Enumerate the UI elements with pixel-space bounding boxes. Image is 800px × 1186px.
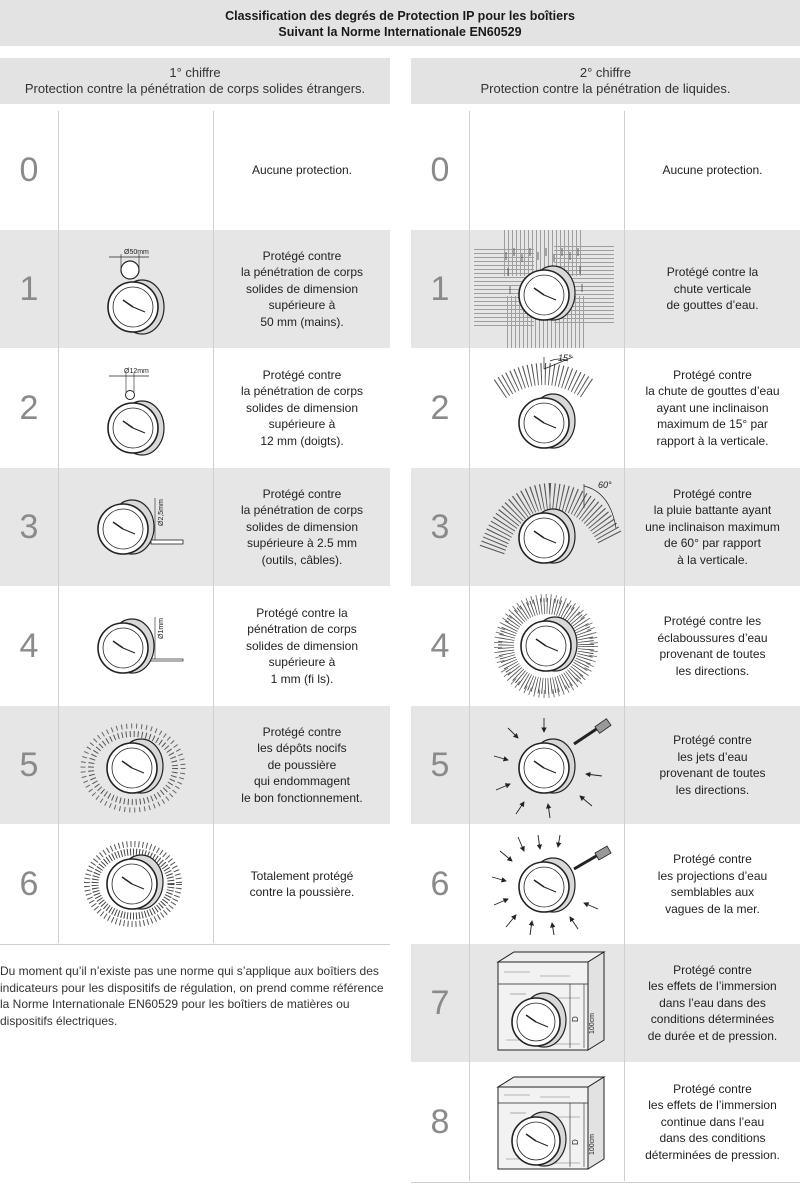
- angle-label: 60°: [598, 480, 612, 490]
- row-description: Protégé contre la pénétration de corps solides de dimension supérieure à 50 mm (mains).: [240, 248, 364, 329]
- vertical-drops-icon: [470, 230, 624, 348]
- dimension-label: Ø12mm: [124, 368, 149, 375]
- hand-sphere-gauge-icon: [59, 230, 213, 348]
- finger-probe-icon: [59, 349, 213, 467]
- empty-illustration: [470, 111, 624, 229]
- row-description: Protégé contre les jets d’eau provenant de toutes les directions.: [659, 733, 766, 797]
- row-description: Protégé contre la pénétration de corps solides de dimension supérieure à 1 mm (fi ls).: [245, 605, 359, 686]
- row-number: 6: [430, 864, 450, 903]
- depth-label: D: [571, 1016, 580, 1022]
- wire-probe-icon: [59, 587, 213, 705]
- right-header-line-2: Protection contre la pénétration de liquides.: [480, 81, 731, 96]
- left-header-line-1: 1° chiffre: [169, 65, 221, 80]
- row-number: 6: [19, 864, 39, 903]
- row-description: Protégé contre les éclaboussures d’eau provenant de toutes les directions.: [657, 614, 768, 678]
- row-description: Protégé contre la chute de gouttes d’eau ayant une inclinaison maximum de 15° par rapport à la verticale.: [645, 367, 780, 448]
- row-description: Totalement protégé contre la poussière.: [249, 868, 355, 899]
- left-divider-1: [58, 111, 59, 943]
- right-bottom-rule: [411, 1182, 800, 1183]
- splash-all-directions-icon: [470, 587, 624, 705]
- footnote: Du moment qu’il n’existe pas une norme qui s’applique aux boîtiers des indicateurs pour les dispositifs de régulation, on prend comme référence la Norme Internationale EN60529 pour les boîtiers de matières ou dispositifs électriques.: [0, 964, 384, 1028]
- powerful-jets-icon: [470, 825, 624, 943]
- title-line-1: Classification des degrés de Protection IP pour les boîtiers: [225, 9, 575, 23]
- row-number: 3: [430, 507, 450, 546]
- dimension-label: 100cm: [589, 1133, 596, 1155]
- left-bottom-rule: [0, 944, 390, 945]
- row-number: 2: [430, 388, 450, 427]
- row-description: Protégé contre la pénétration de corps solides de dimension supérieure à 12 mm (doigts).: [240, 367, 364, 448]
- right-column-header: [411, 58, 800, 104]
- empty-illustration: [59, 111, 213, 229]
- row-number: 0: [430, 150, 450, 189]
- row-description: Protégé contre les effets de l’immersion dans l’eau dans des conditions déterminées de durée et de pression.: [647, 962, 778, 1043]
- dimension-label: Ø2,5mm: [158, 499, 165, 526]
- page-title: [0, 0, 800, 46]
- row-number: 3: [19, 507, 39, 546]
- row-number: 8: [430, 1102, 450, 1141]
- row-number: 4: [430, 626, 450, 665]
- right-header-line-1: 2° chiffre: [579, 65, 632, 80]
- right-divider-2: [624, 111, 625, 1181]
- row-number: 2: [19, 388, 39, 427]
- row-description: Protégé contre la pluie battante ayant une inclinaison maximum de 60° par rapport à la verticale.: [645, 486, 780, 567]
- row-description: Protégé contre les projections d’eau semblables aux vagues de la mer.: [657, 852, 768, 916]
- water-jets-icon: [470, 706, 624, 824]
- temporary-immersion-icon: [470, 944, 624, 1062]
- left-header-line-2: Protection contre la pénétration de corps solides étrangers.: [24, 81, 366, 96]
- row-description: Protégé contre la pénétration de corps solides de dimension supérieure à 2.5 mm (outils, câbles).: [240, 486, 364, 567]
- dimension-label: Ø1mm: [158, 618, 165, 639]
- dimension-label: Ø50mm: [124, 249, 149, 256]
- left-column-header: [0, 58, 390, 104]
- row-number: 5: [430, 745, 450, 784]
- continuous-immersion-icon: [470, 1063, 624, 1181]
- row-number: 4: [19, 626, 39, 665]
- row-number: 1: [430, 269, 450, 308]
- row-number: 7: [430, 983, 450, 1022]
- right-divider-1: [469, 111, 470, 1181]
- tool-wire-probe-icon: [59, 468, 213, 586]
- row-description: Protégé contre les effets de l’immersion continue dans l’eau dans des conditions déterminées de pression.: [645, 1081, 780, 1162]
- row-description: Aucune protection.: [662, 162, 763, 177]
- row-number: 5: [19, 745, 39, 784]
- angle-label: 15°: [558, 353, 572, 363]
- dense-dust-icon: [59, 825, 213, 943]
- dust-cloud-icon: [59, 706, 213, 824]
- angled-drops-15-icon: [470, 349, 624, 467]
- row-description: Protégé contre la chute verticale de gouttes d’eau.: [666, 265, 759, 313]
- row-number: 1: [19, 269, 39, 308]
- row-description: Protégé contre les dépôts nocifs de poussière qui endommagent le bon fonctionnement.: [241, 724, 363, 805]
- left-divider-2: [213, 111, 214, 943]
- row-description: Aucune protection.: [251, 162, 353, 177]
- row-number: 0: [19, 150, 39, 189]
- depth-label: D: [571, 1139, 580, 1145]
- dimension-label: 100cm: [589, 1012, 596, 1034]
- title-line-2: Suivant la Norme Internationale EN60529: [278, 25, 522, 39]
- rain-60-icon: [470, 468, 624, 586]
